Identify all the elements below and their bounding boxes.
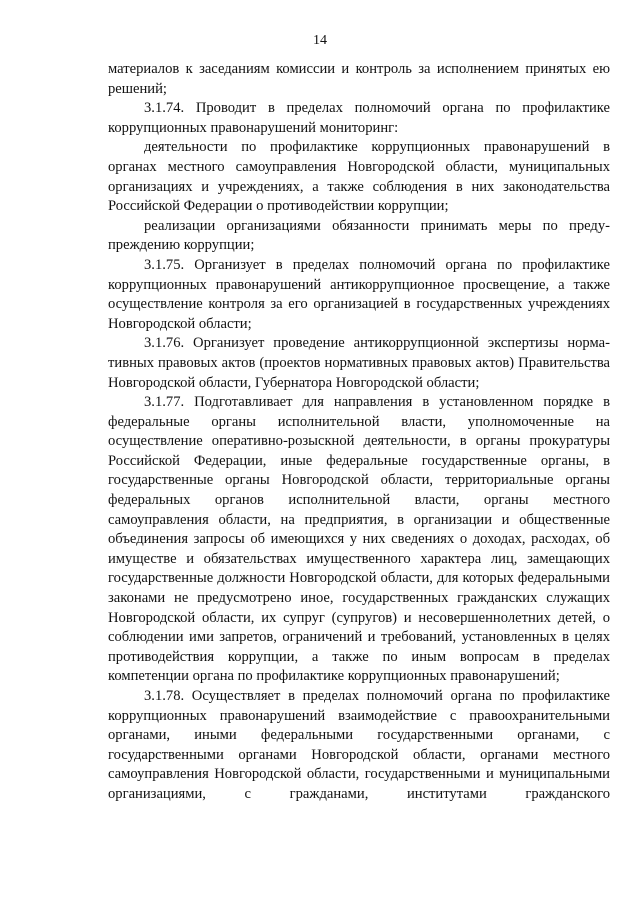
paragraph-item-3-1-74-sub-1: деятельности по профилактике коррупционных правонарушений в органах местного самоуправления Новгородской области, муниципальных организациях и учреждениях, а также соблюдения в них законодательства Российской Федерации о противодействии коррупции; [108,139,610,215]
paragraph-item-3-1-75: 3.1.75. Организует в пределах полномочий органа по профилактике коррупционных правонарушений антикоррупционное просвещение, а также осуществление контроля за его организацией в государственных учреждениях Новгородской области; [108,256,610,332]
paragraph-item-3-1-77: 3.1.77. Подготавливает для направления в установленном порядке в федеральные органы исполнительной власти, уполномоченные на осуществление оперативно-розыскной деятельности, в органы прокуратуры Российской Федерации, иные федеральные государственные органы, в государственные органы Новгородской области, территориальные органы федеральных органов исполнительной власти, органы местного самоуправления области, на предприятия, в организации и общественные объединения запросы об имеющихся у них сведениях о доходах, расходах, об имуществе и обязательствах имущественного характера лиц, замещающих государственные должности Новгородской области, для которых федеральными законами не предусмотрено иное, государственных гражданских служащих Новгородской области, их супруг (супругов) и несовершеннолетних детей, о соблюдении ими запретов, ограничений и требований, установленных в целях противодействия коррупции, а также по иным вопросам в пределах компетенции органа по профилактике коррупционных правонарушений; [108,394,610,685]
paragraph-item-3-1-78: 3.1.78. Осуществляет в пределах полномочий органа по профилактике коррупционных правонарушений взаимодействие с правоохранительными органами, иными федеральными государственными органами, с государственными органами Новгородской области, органами местного самоуправления Новгородской области, государственными и муниципальными организациями, с гражданами, институтами гражданского [108,688,610,802]
paragraph-continuation: материалов к заседаниям комиссии и контроль за исполнением принятых ею решений; [108,61,610,97]
document-body [108,60,610,805]
page-number: 14 [313,33,327,48]
paragraph-item-3-1-76: 3.1.76. Организует проведение антикоррупционной экспертизы нормативных правовых актов (проектов нормативных правовых актов) Правительства Новгородской области, Губернатора Новгородской области; [108,335,610,391]
paragraph-item-3-1-74-sub-2: реализации организациями обязанности принимать меры по предупреждению коррупции; [108,217,610,254]
paragraph-item-3-1-74: 3.1.74. Проводит в пределах полномочий органа по профилактике коррупционных правонарушений мониторинг: [108,100,610,136]
